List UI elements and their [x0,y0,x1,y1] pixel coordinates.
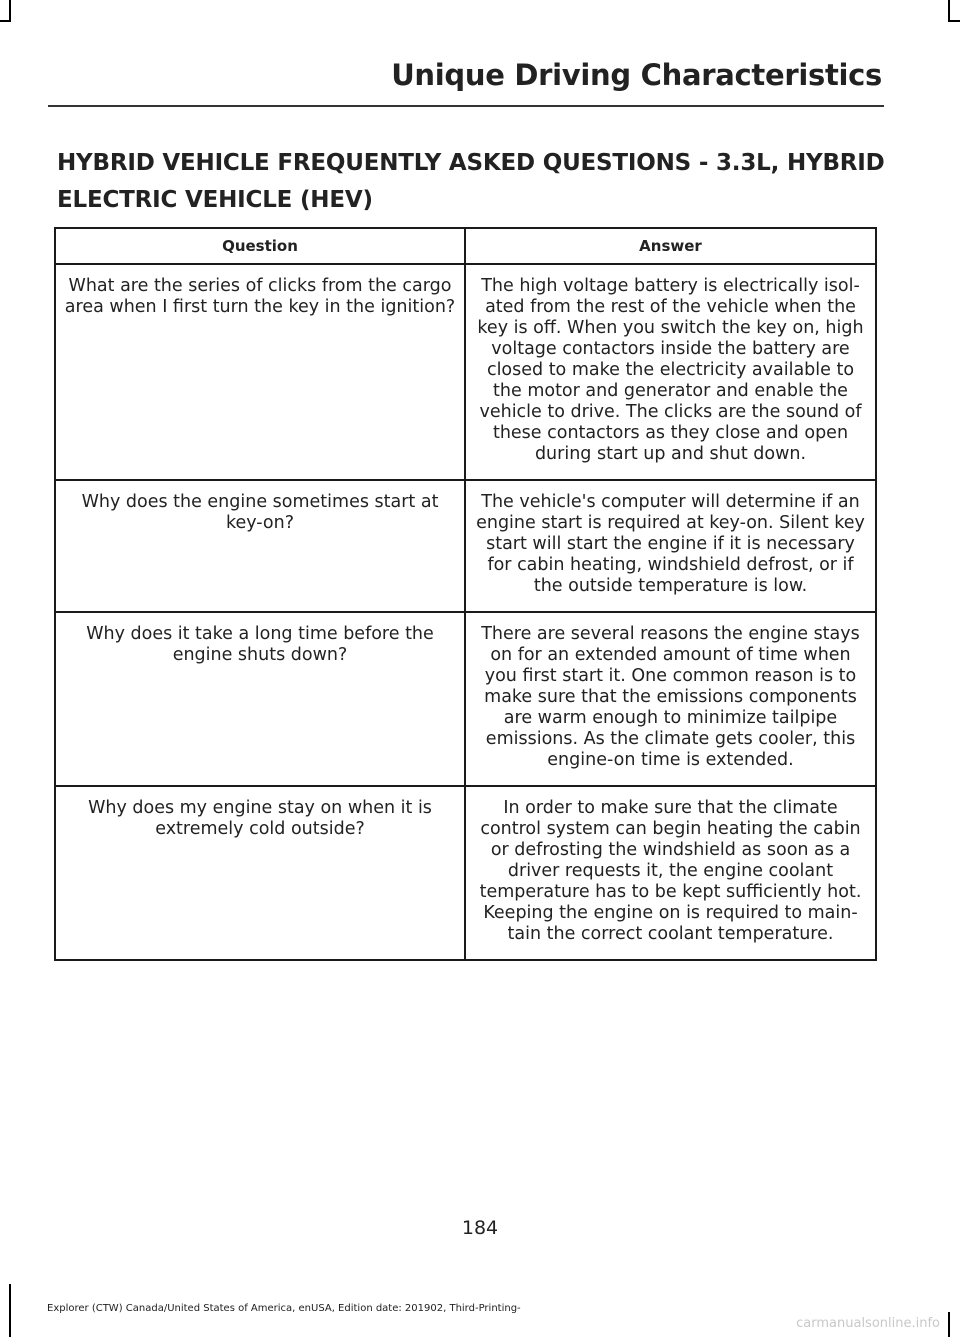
header-divider [48,105,884,107]
section-title: HYBRID VEHICLE FREQUENTLY ASKED QUESTIONS - 3.3L, HYBRID ELECTRIC VEHICLE (HEV) [57,150,885,213]
crop-mark-bottom-right [948,1312,950,1337]
crop-mark-top-left [9,0,11,20]
faq-header-row [55,228,876,264]
table-row [55,612,876,786]
watermark: carmanualsonline.info [796,1316,940,1331]
question-cell: Why does the engine sometimes start at key-on? [55,480,465,612]
crop-mark-top-right [948,0,950,20]
question-cell: Why does it take a long time before the engine shuts down? [55,612,465,786]
page-number: 184 [461,1217,499,1239]
footer-edition-text: Explorer (CTW) Canada/United States of America, enUSA, Edition date: 201902, Third-Printing- [47,1303,521,1314]
question-cell: What are the series of clicks from the cargo area when I first turn the key in the ignition? [55,264,465,480]
crop-mark-top-left-h [0,20,11,22]
answer-cell: The high voltage battery is electrically isol-ated from the rest of the vehicle when the key is off. When you switch the key on, high voltage contactors inside the battery are closed to make the electricity available to the motor and generator and enable the vehicle to drive. The clicks are the sound of these contactors as they close and open during start up and shut down. [465,264,876,480]
question-cell: Why does my engine stay on when it is extremely cold outside? [55,786,465,960]
crop-mark-top-right-h [948,20,960,22]
answer-cell: In order to make sure that the climate control system can begin heating the cabin or defrosting the windshield as soon as a driver requests it, the engine coolant temperature has to be kept sufficiently hot. Keeping the engine on is required to main-tain the correct coolant temperature. [465,786,876,960]
header-title: Unique Driving Characteristics [391,58,882,92]
table-row [55,480,876,612]
answer-cell: The vehicle's computer will determine if an engine start is required at key-on. Silent key start will start the engine if it is necessary for cabin heating, windshield defrost, or if the outside temperature is low. [465,480,876,612]
column-header-question: Question [55,228,465,264]
crop-mark-bottom-left [9,1284,11,1337]
column-header-answer: Answer [465,228,876,264]
table-row [55,264,876,480]
table-row [55,786,876,960]
faq-table [54,227,877,961]
answer-cell: There are several reasons the engine stays on for an extended amount of time when you first start it. One common reason is to make sure that the emissions components are warm enough to minimize tailpipe emissions. As the climate gets cooler, this engine-on time is extended. [465,612,876,786]
